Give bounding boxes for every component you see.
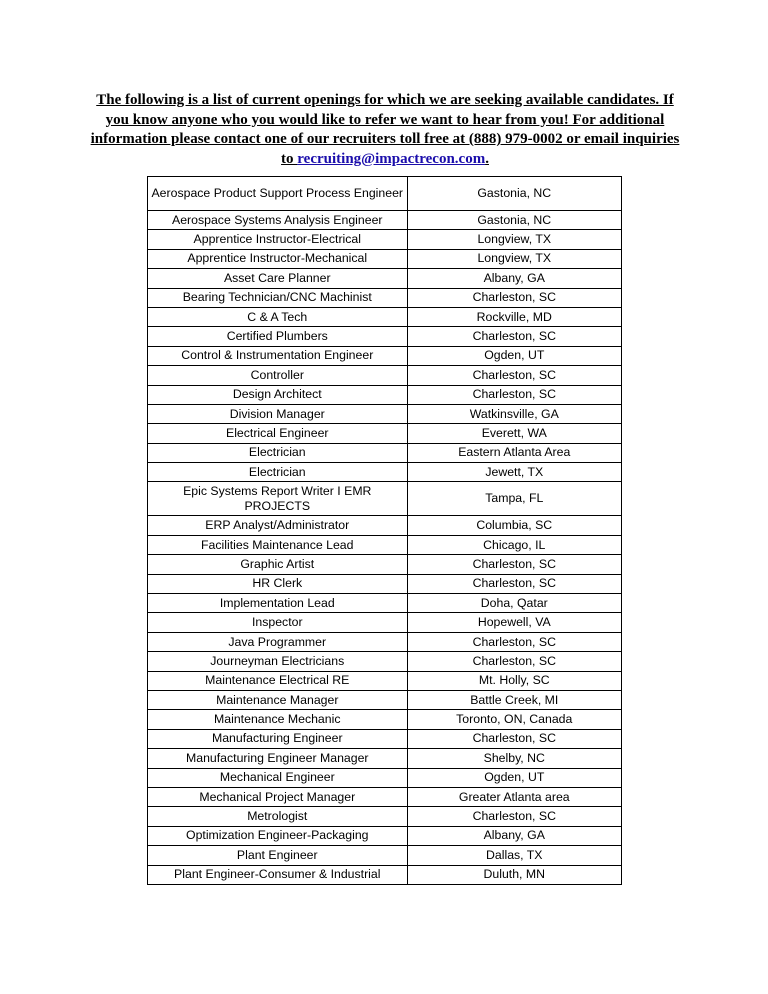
job-location-cell: Charleston, SC [407, 652, 621, 671]
job-location-cell: Dallas, TX [407, 846, 621, 865]
table-row [148, 385, 622, 404]
table-row [148, 230, 622, 249]
job-title-cell: Implementation Lead [148, 594, 408, 613]
table-row [148, 613, 622, 632]
job-location-cell: Doha, Qatar [407, 594, 621, 613]
job-location-cell: Charleston, SC [407, 288, 621, 307]
job-location-cell: Jewett, TX [407, 463, 621, 482]
job-location-cell: Albany, GA [407, 826, 621, 845]
table-row [148, 826, 622, 845]
job-location-cell: Battle Creek, MI [407, 690, 621, 709]
table-row [148, 366, 622, 385]
table-row [148, 632, 622, 651]
job-title-cell: Controller [148, 366, 408, 385]
job-location-cell: Charleston, SC [407, 729, 621, 748]
table-row [148, 346, 622, 365]
job-title-cell: Mechanical Project Manager [148, 787, 408, 806]
table-row [148, 690, 622, 709]
job-title-cell: ERP Analyst/Administrator [148, 516, 408, 535]
openings-table [147, 176, 622, 885]
job-location-cell: Charleston, SC [407, 632, 621, 651]
intro-text-end: . [485, 150, 489, 167]
job-title-cell: Aerospace Product Support Process Engineer [148, 177, 408, 211]
job-location-cell: Ogden, UT [407, 768, 621, 787]
job-location-cell: Duluth, MN [407, 865, 621, 884]
openings-table-body [148, 177, 622, 885]
intro-text: The following is a list of current openings for which we are seeking available candidates. If you know anyone who you would like to refer we want to hear from you! For additional information please contact one of our recruiters toll free at (888) 979-0002 or email inquiries to [90, 92, 680, 167]
table-row [148, 249, 622, 268]
job-title-cell: Journeyman Electricians [148, 652, 408, 671]
job-title-cell: Java Programmer [148, 632, 408, 651]
job-location-cell: Charleston, SC [407, 807, 621, 826]
table-row [148, 846, 622, 865]
job-location-cell: Charleston, SC [407, 574, 621, 593]
job-title-cell: Bearing Technician/CNC Machinist [148, 288, 408, 307]
table-row [148, 211, 622, 230]
table-row [148, 749, 622, 768]
table-row [148, 555, 622, 574]
job-location-cell: Chicago, IL [407, 535, 621, 554]
job-location-cell: Longview, TX [407, 230, 621, 249]
table-row [148, 404, 622, 423]
job-title-cell: Metrologist [148, 807, 408, 826]
job-title-cell: Certified Plumbers [148, 327, 408, 346]
job-title-cell: HR Clerk [148, 574, 408, 593]
job-location-cell: Mt. Holly, SC [407, 671, 621, 690]
job-title-cell: Division Manager [148, 404, 408, 423]
table-row [148, 269, 622, 288]
table-row [148, 787, 622, 806]
job-title-cell: C & A Tech [148, 307, 408, 326]
table-row [148, 443, 622, 462]
job-location-cell: Albany, GA [407, 269, 621, 288]
job-title-cell: Electrical Engineer [148, 424, 408, 443]
job-location-cell: Tampa, FL [407, 482, 621, 516]
table-row [148, 768, 622, 787]
table-row [148, 652, 622, 671]
job-title-cell: Design Architect [148, 385, 408, 404]
job-title-cell: Apprentice Instructor-Mechanical [148, 249, 408, 268]
job-title-cell: Electrician [148, 443, 408, 462]
job-title-cell: Asset Care Planner [148, 269, 408, 288]
job-title-cell: Electrician [148, 463, 408, 482]
job-location-cell: Watkinsville, GA [407, 404, 621, 423]
job-title-cell: Facilities Maintenance Lead [148, 535, 408, 554]
job-location-cell: Ogden, UT [407, 346, 621, 365]
job-location-cell: Longview, TX [407, 249, 621, 268]
intro-paragraph [88, 91, 682, 169]
job-location-cell: Eastern Atlanta Area [407, 443, 621, 462]
table-row [148, 463, 622, 482]
job-location-cell: Charleston, SC [407, 385, 621, 404]
table-row [148, 865, 622, 884]
job-title-cell: Maintenance Mechanic [148, 710, 408, 729]
table-row [148, 807, 622, 826]
table-row [148, 594, 622, 613]
job-title-cell: Plant Engineer-Consumer & Industrial [148, 865, 408, 884]
table-row [148, 288, 622, 307]
job-location-cell: Gastonia, NC [407, 177, 621, 211]
job-title-cell: Epic Systems Report Writer I EMR PROJECTS [148, 482, 408, 516]
job-title-cell: Manufacturing Engineer Manager [148, 749, 408, 768]
job-location-cell: Everett, WA [407, 424, 621, 443]
recruiting-email-link[interactable]: recruiting@impactrecon.com [297, 150, 486, 167]
job-location-cell: Hopewell, VA [407, 613, 621, 632]
job-title-cell: Graphic Artist [148, 555, 408, 574]
job-title-cell: Manufacturing Engineer [148, 729, 408, 748]
table-row [148, 516, 622, 535]
job-title-cell: Optimization Engineer-Packaging [148, 826, 408, 845]
job-location-cell: Greater Atlanta area [407, 787, 621, 806]
job-location-cell: Charleston, SC [407, 366, 621, 385]
table-row [148, 729, 622, 748]
table-row [148, 574, 622, 593]
job-location-cell: Columbia, SC [407, 516, 621, 535]
table-row [148, 307, 622, 326]
job-location-cell: Toronto, ON, Canada [407, 710, 621, 729]
job-location-cell: Charleston, SC [407, 327, 621, 346]
table-row [148, 710, 622, 729]
job-title-cell: Aerospace Systems Analysis Engineer [148, 211, 408, 230]
job-title-cell: Inspector [148, 613, 408, 632]
table-row [148, 671, 622, 690]
job-title-cell: Control & Instrumentation Engineer [148, 346, 408, 365]
job-location-cell: Shelby, NC [407, 749, 621, 768]
job-location-cell: Charleston, SC [407, 555, 621, 574]
table-row [148, 327, 622, 346]
job-title-cell: Plant Engineer [148, 846, 408, 865]
job-location-cell: Gastonia, NC [407, 211, 621, 230]
table-row [148, 535, 622, 554]
job-location-cell: Rockville, MD [407, 307, 621, 326]
job-title-cell: Apprentice Instructor-Electrical [148, 230, 408, 249]
job-title-cell: Maintenance Manager [148, 690, 408, 709]
table-row [148, 482, 622, 516]
table-row [148, 177, 622, 211]
job-title-cell: Mechanical Engineer [148, 768, 408, 787]
table-row [148, 424, 622, 443]
job-title-cell: Maintenance Electrical RE [148, 671, 408, 690]
